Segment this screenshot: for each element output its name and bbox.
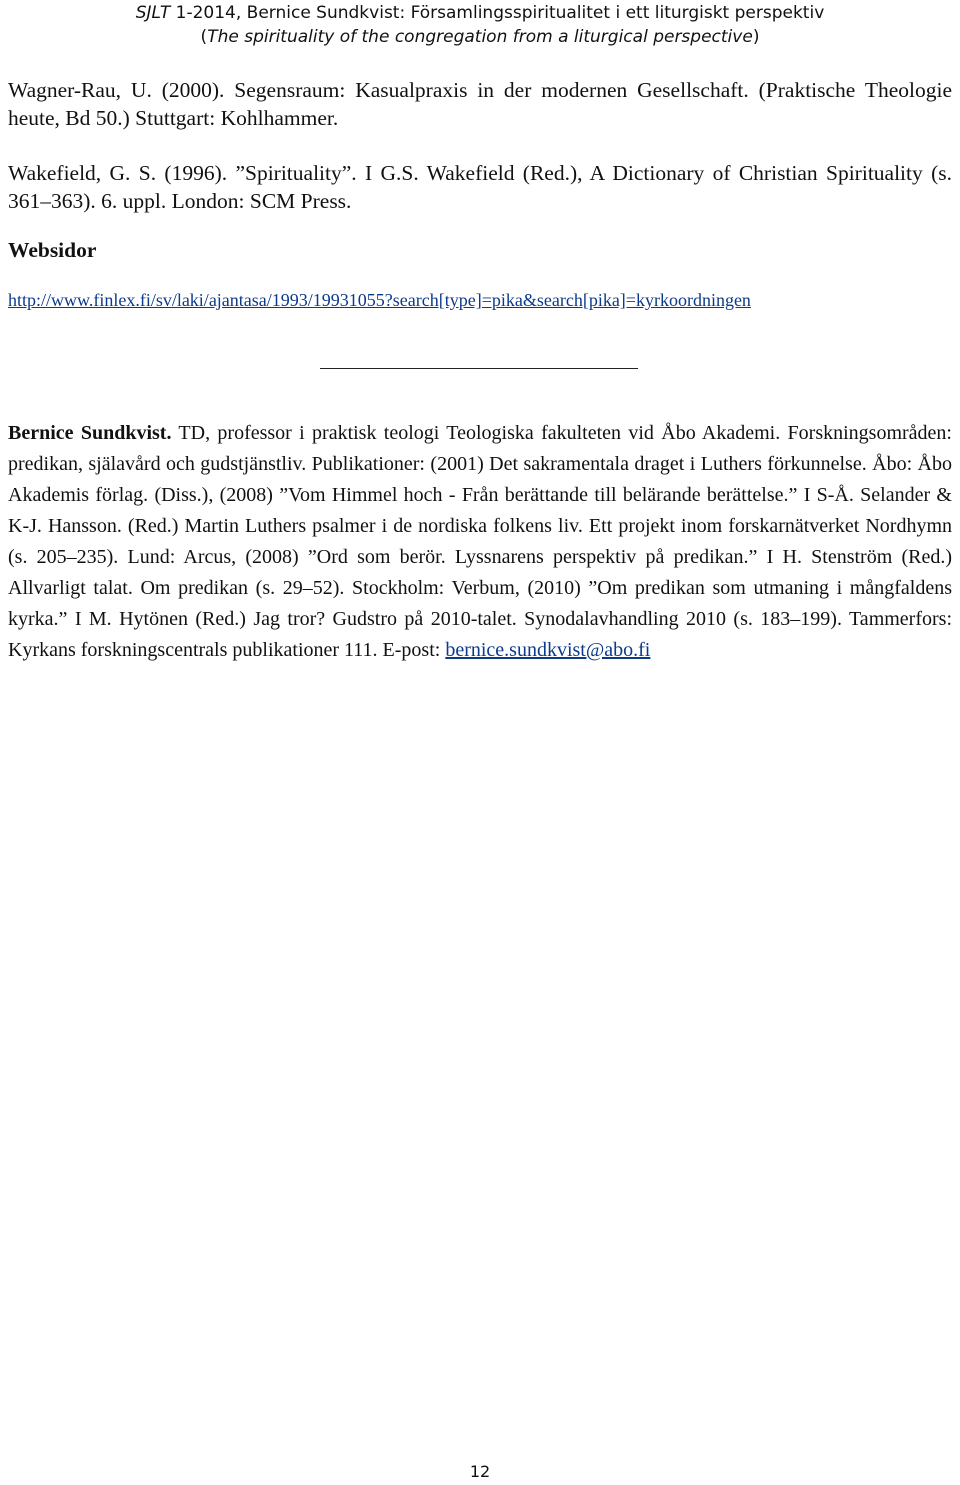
paren-open: ( — [200, 27, 208, 47]
header-title: 1-2014, Bernice Sundkvist: Församlingsspiritualitet i ett liturgiskt perspektiv — [170, 3, 825, 23]
author-name: Bernice Sundkvist. — [8, 422, 172, 444]
reference-wagner-rau: Wagner-Rau, U. (2000). Segensraum: Kasualpraxis in der modernen Gesellschaft. (Praktische Theologie heute, Bd 50.) Stuttgart: Kohlhammer. — [8, 78, 952, 130]
header-line-1 — [0, 1, 960, 25]
running-header — [0, 0, 960, 49]
website-entry — [8, 285, 952, 314]
journal-abbrev: SJLT — [135, 3, 171, 23]
paren-close: ) — [752, 27, 760, 47]
page-number: 12 — [469, 1462, 491, 1481]
author-bio-text: TD, professor i praktisk teologi Teologiska fakulteten vid Åbo Akademi. Forskningsområden: predikan, själavård och gudstjänstliv. Publikationer: (2001) Det sakramentala draget i Luthers förkunnelse. Åbo: Åbo Akademis förlag. (Diss.), (2008) ”Vom Himmel hoch - Från berättande till belärande berättelse.” I S-Å. Selander & K-J. Hansson. (Red.) Martin Luthers psalmer i de nordiska folkens liv. Ett projekt inom forskarnätverket Nordhymn (s. 205–235). Lund: Arcus, (2008) ”Ord som berör. Lyssnarens perspektiv på predikan.” I H. Stenström (Red.) Allvarligt talat. Om predikan (s. 29–52). Stockholm: Verbum, (2010) ”Om predikan som utmaning i mångfaldens kyrka.” I M. Hytönen (Red.) Jag tror? Gudstro på 2010-talet. Synodalavhandling 2010 (s. 183–199). Tammerfors: Kyrkans forskningscentrals publikationer 111. E-post: — [8, 422, 952, 661]
author-bio — [8, 418, 952, 666]
section-divider — [320, 368, 638, 369]
websites-heading: Websidor — [8, 238, 97, 262]
author-email-link[interactable]: bernice.sundkvist@abo.fi — [445, 639, 651, 661]
finlex-link[interactable]: http://www.finlex.fi/sv/laki/ajantasa/1993/19931055?search[type]=pika&search[pika]=kyrkoordningen — [8, 290, 751, 310]
header-english-title: The spirituality of the congregation from a liturgical perspective — [207, 27, 753, 47]
header-line-2 — [0, 25, 960, 49]
reference-wakefield: Wakefield, G. S. (1996). ”Spirituality”. I G.S. Wakefield (Red.), A Dictionary of Christian Spirituality (s. 361–363). 6. uppl. London: SCM Press. — [8, 161, 952, 213]
reference-list — [8, 76, 952, 314]
